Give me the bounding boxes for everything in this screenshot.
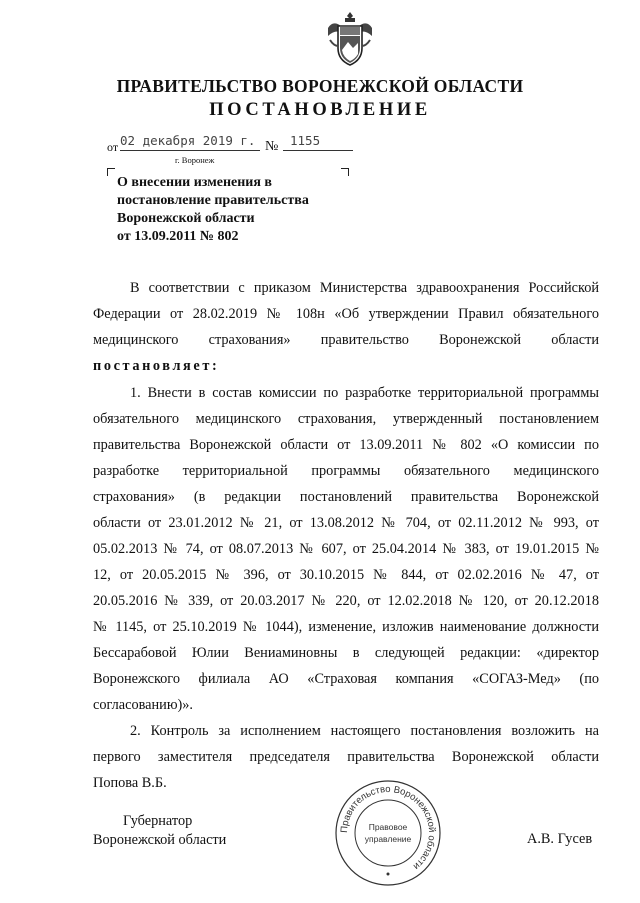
body-line: Бессарабовой Юлии Вениаминовны в следующей редакции: «директор bbox=[93, 645, 599, 661]
number-underline bbox=[283, 150, 353, 151]
signatory-title-line: Воронежской области bbox=[93, 832, 227, 848]
document-type-title: ПОСТАНОВЛЕНИЕ bbox=[209, 100, 431, 120]
body-line: 20.05.2016 № 339, от 20.03.2017 № 220, от 12.02.2018 № 120, от 20.12.2018 bbox=[93, 593, 599, 609]
subject-line: Воронежской области bbox=[117, 211, 255, 226]
government-title: ПРАВИТЕЛЬСТВО ВОРОНЕЖСКОЙ ОБЛАСТИ bbox=[116, 76, 524, 96]
body-line: В соответствии с приказом Министерства здравоохранения Российской bbox=[130, 280, 599, 296]
date-underline bbox=[120, 150, 260, 151]
document-subject bbox=[117, 174, 357, 246]
signatory-name: А.В. Гусев bbox=[527, 831, 593, 847]
body-line: обязательного медицинского страхования, утвержденный постановлением bbox=[93, 411, 599, 427]
stamp-ring-text: Правительство Воронежской области bbox=[338, 783, 438, 872]
approval-stamp bbox=[333, 778, 443, 888]
document-date: 02 декабря 2019 г. bbox=[120, 133, 256, 148]
subject-line: О внесении изменения в bbox=[117, 175, 272, 190]
body-line: Попова В.Б. bbox=[93, 775, 167, 791]
subject-line: от 13.09.2011 № 802 bbox=[117, 229, 239, 244]
body-line: медицинского страхования» правительство Воронежской области bbox=[93, 332, 599, 348]
body-line: 05.02.2013 № 74, от 08.07.2013 № 607, от 25.04.2014 № 383, от 19.01.2015 № bbox=[93, 541, 599, 557]
body-line: первого заместителя председателя правительства Воронежской области bbox=[93, 749, 599, 765]
subject-line: постановление правительства bbox=[117, 193, 309, 208]
body-line: страхования» (в редакции постановлений правительства Воронежской bbox=[93, 489, 599, 505]
body-line: № 1145, от 25.10.2019 № 1044), изменение, изложив наименование должности bbox=[93, 619, 599, 635]
body-line: 1. Внести в состав комиссии по разработке территориальной программы bbox=[130, 385, 599, 401]
body-line: согласованию)». bbox=[93, 697, 193, 713]
coat-of-arms-emblem bbox=[325, 10, 375, 68]
body-line: разработке территориальной программы обязательного медицинского bbox=[93, 463, 599, 479]
decree-word: постановляет: bbox=[93, 358, 220, 374]
city-label: г. Воронеж bbox=[175, 155, 215, 165]
body-line: Воронежского филиала АО «Страховая компания «СОГАЗ-Мед» (по bbox=[93, 671, 599, 687]
subject-bracket-left bbox=[107, 168, 115, 176]
body-line: 12, от 20.05.2015 № 396, от 30.10.2015 № 844, от 02.02.2016 № 47, от bbox=[93, 567, 599, 583]
body-line: Федерации от 28.02.2019 № 108н «Об утверждении Правил обязательного bbox=[93, 306, 599, 322]
body-line: 2. Контроль за исполнением настоящего постановления возложить на bbox=[130, 723, 599, 739]
body-line: области от 23.01.2012 № 21, от 13.08.2012 № 704, от 02.11.2012 № 993, от bbox=[93, 515, 599, 531]
number-sign: № bbox=[265, 139, 279, 154]
signatory-title bbox=[93, 812, 226, 850]
date-prefix: от bbox=[107, 140, 119, 154]
stamp-center-line: управление bbox=[364, 834, 412, 844]
document-number: 1155 bbox=[290, 133, 321, 148]
stamp-center-line: Правовое bbox=[368, 822, 408, 832]
signatory-title-line: Губернатор bbox=[123, 813, 193, 829]
body-line: правительства Воронежской области от 13.09.2011 № 802 «О комиссии по bbox=[93, 437, 599, 453]
